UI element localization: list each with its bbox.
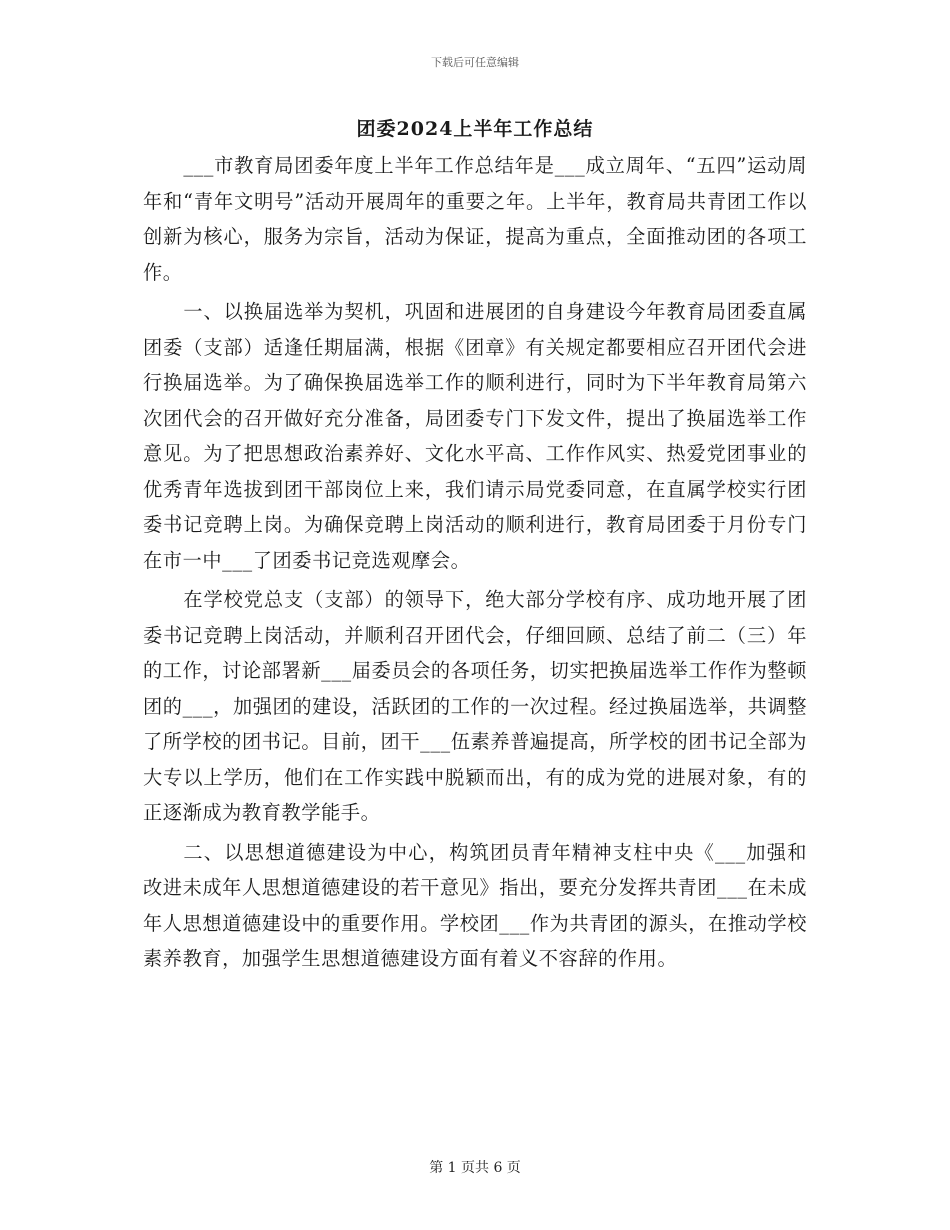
header-note: 下载后可任意编辑 — [431, 56, 519, 69]
paragraph-section-one-continued: 在学校党总支（支部）的领导下，绝大部分学校有序、成功地开展了团委书记竞聘上岗活动，并顺利召开团代会，仔细回顾、总结了前二（三）年的工作，讨论部署新___届委员会的各项任务，切实把换届选举工作作为整顿团的___，加强团的建设，活跃团的工作的一次过程。经过换届选举，共调整了所学校的团书记。目前，团干___伍素养普遍提高，所学校的团书记全部为大专以上学历，他们在工作实践中脱颖而出，有的成为党的进展对象，有的正逐渐成为教育教学能手。 — [143, 588, 807, 824]
paragraph-intro: ___市教育局团委年度上半年工作总结年是___成立周年、“五四”运动周年和“青年文明号”活动开展周年的重要之年。上半年，教育局共青团工作以创新为核心，服务为宗旨，活动为保证，提高为重点，全面推动团的各项工作。 — [143, 154, 807, 284]
paragraph-section-one: 一、以换届选举为契机，巩固和进展团的自身建设今年教育局团委直属团委（支部）适逢任期届满，根据《团章》有关规定都要相应召开团代会进行换届选举。为了确保换届选举工作的顺利进行，同时为下半年教育局第六次团代会的召开做好充分准备，局团委专门下发文件，提出了换届选举工作意见。为了把思想政治素养好、文化水平高、工作作风实、热爱党团事业的优秀青年选拔到团干部岗位上来，我们请示局党委同意，在直属学校实行团委书记竞聘上岗。为确保竞聘上岗活动的顺利进行，教育局团委于月份专门在市一中___了团委书记竞选观摩会。 — [143, 300, 807, 572]
document-title: 团委2024上半年工作总结 — [356, 118, 594, 140]
page-footer: 第 1 页共 6 页 — [429, 1160, 521, 1176]
paragraph-section-two: 二、以思想道德建设为中心，构筑团员青年精神支柱中央《___加强和改进未成年人思想道德建设的若干意见》指出，要充分发挥共青团___在未成年人思想道德建设中的重要作用。学校团___作为共青团的源头，在推动学校素养教育，加强学生思想道德建设方面有着义不容辞的作用。 — [143, 840, 807, 970]
document-body — [143, 148, 807, 981]
